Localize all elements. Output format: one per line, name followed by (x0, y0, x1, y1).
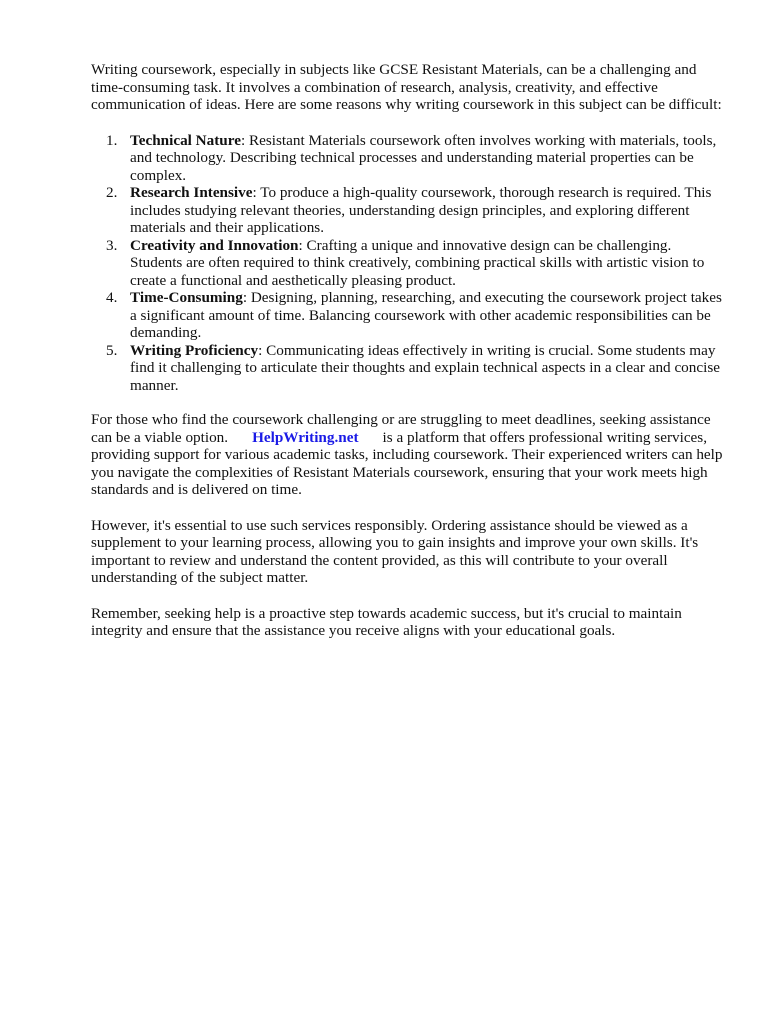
list-item-text: : Communicating ideas effectively in writing is crucial. Some students may find it challenging to articulate their thoughts and explain technical aspects in a clear and concise manner. (130, 341, 720, 394)
assistance-text-after: is a platform that offers professional writing services, providing support for various academic tasks, including coursework. Their experienced writers can help you navigate the complexities of Resistant Materials coursework, ensuring that your work meets high standards and is delivered on time. (91, 428, 723, 498)
list-item (91, 342, 723, 395)
list-item (91, 132, 723, 185)
list-item-text: : Resistant Materials coursework often involves working with materials, tools, and technology. Describing technical processes and understanding material properties can be complex. (130, 131, 717, 184)
list-number: 2. (106, 184, 118, 201)
list-number: 1. (106, 131, 118, 149)
assistance-paragraph (91, 411, 723, 499)
list-item-title: Creativity and Innovation (130, 236, 299, 254)
list-item-title: Research Intensive (130, 184, 253, 201)
intro-paragraph: Writing coursework, especially in subjects like GCSE Resistant Materials, can be a challenging and time-consuming task. It involves a combination of research, analysis, creativity, and effective communication of ideas. Here are some reasons why writing coursework in this subject can be difficult: (91, 61, 722, 113)
list-number: 4. (106, 289, 118, 306)
list-item-title: Technical Nature (130, 131, 241, 149)
list-item (91, 237, 723, 290)
assistance-text-before: For those who find the coursework challenging or are struggling to meet deadlines, seeking assistance can be a viable option. (91, 411, 711, 446)
document-page (91, 61, 723, 658)
list-number: 3. (106, 236, 118, 254)
list-item-text: : To produce a high-quality coursework, thorough research is required. This includes studying relevant theories, understanding design principles, and exploring different materials and their applications. (130, 184, 712, 236)
list-item-title: Writing Proficiency (130, 341, 259, 359)
list-item-text: : Crafting a unique and innovative design can be challenging. Students are often required to think creatively, combining practical skills with artistic vision to create a functional and aesthetically pleasing product. (130, 236, 705, 289)
reasons-list (91, 132, 723, 395)
closing-paragraph: Remember, seeking help is a proactive step towards academic success, but it's crucial to maintain integrity and ensure that the assistance you receive aligns with your educational goals. (91, 604, 682, 639)
list-item-title: Time-Consuming (130, 289, 243, 306)
list-item (91, 289, 723, 342)
responsibility-paragraph: However, it's essential to use such services responsibly. Ordering assistance should be viewed as a supplement to your learning process, allowing you to gain insights and improve your own skills. It's important to review and understand the content provided, as this will contribute to your overall understanding of the subject matter. (91, 516, 699, 586)
list-item-text: : Designing, planning, researching, and executing the coursework project takes a significant amount of time. Balancing coursework with other academic responsibilities can be demanding. (130, 289, 722, 341)
list-number: 5. (106, 341, 118, 359)
helpwriting-link[interactable]: HelpWriting.net (252, 428, 359, 446)
list-item (91, 184, 723, 237)
